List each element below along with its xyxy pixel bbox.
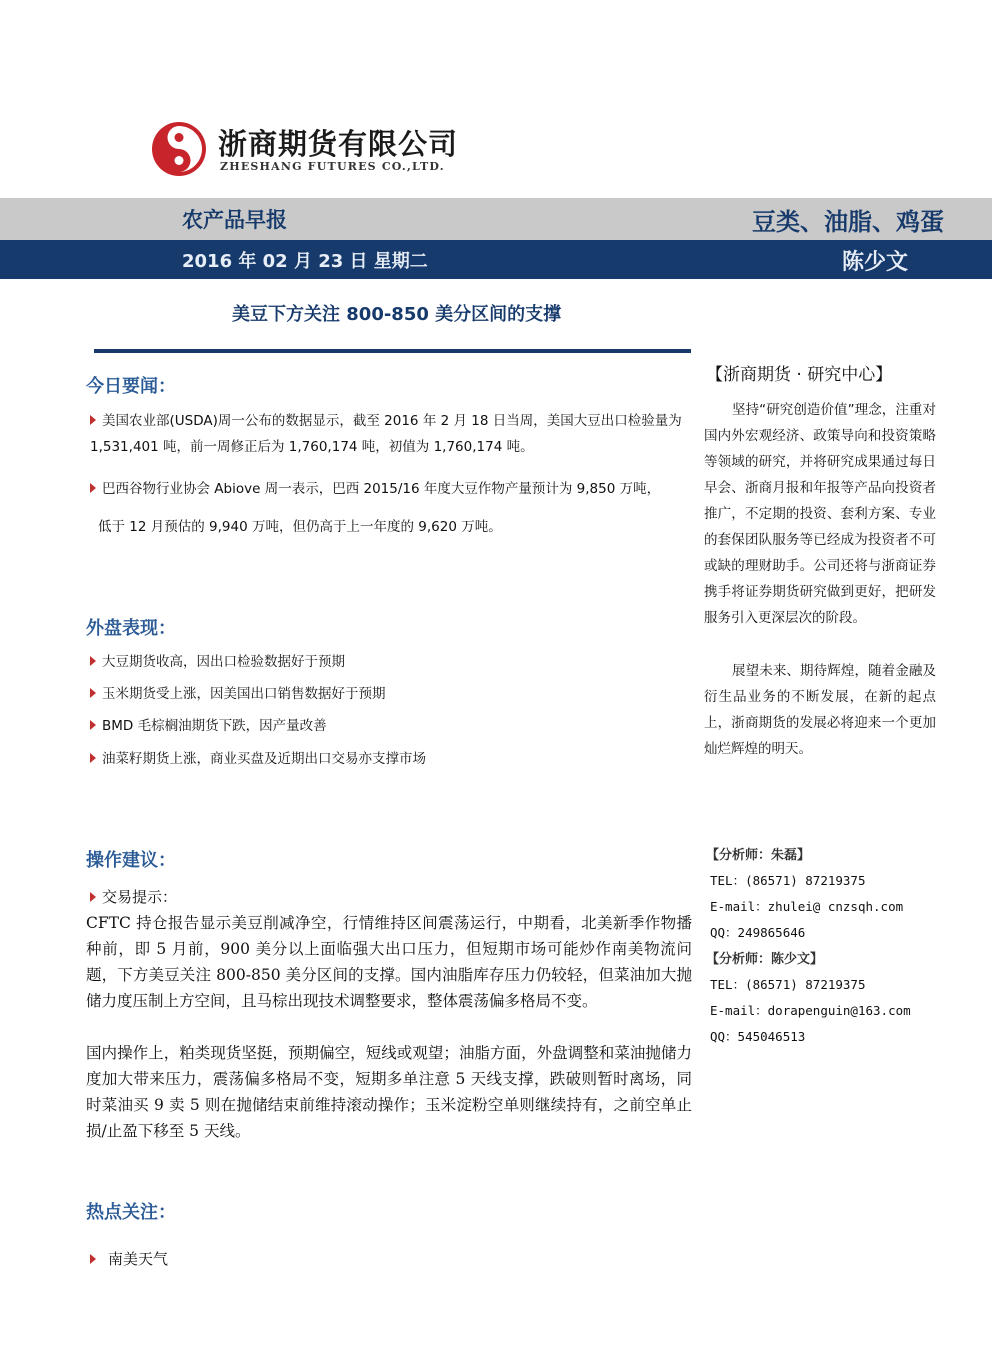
title-divider (94, 349, 691, 353)
overseas-item-4-text: 油菜籽期货上涨，商业买盘及近期出口交易亦支撑市场 (102, 751, 426, 767)
bullet-arrow-icon (90, 483, 96, 493)
overseas-item-2-text: 玉米期货受上涨，因美国出口销售数据好于预期 (102, 686, 386, 702)
bullet-arrow-icon (90, 415, 96, 425)
hotspot-heading: 热点关注： (86, 1202, 176, 1223)
advice-paragraph-1: CFTC 持仓报告显示美豆削减净空，行情维持区间震荡运行，中期看，北美新季作物播种前，即 5 月前，900 美分以上面临强大出口压力，但短期市场可能炒作南美物流问题，下方美豆关注 800-850 美分区间的支撑。国内油脂库存压力仍较轻，但菜油加大抛储力度压制上方空间，且马棕出现技术调整要求，整体震荡偏多格局不变。 (86, 914, 692, 1010)
overseas-item-3 (90, 713, 327, 739)
bullet-arrow-icon (90, 720, 96, 730)
news-item-1 (90, 408, 692, 460)
analyst-2-email[interactable]: E-mail：dorapenguin@163.com (710, 1003, 911, 1018)
overseas-item-1 (90, 649, 345, 675)
research-center-heading: 【浙商期货 · 研究中心】 (706, 365, 893, 385)
company-logo (150, 118, 459, 182)
company-logo-icon (150, 120, 208, 178)
report-categories: 豆类、油脂、鸡蛋 (752, 208, 944, 236)
analyst-1-email[interactable]: E-mail：zhulei@ cnzsqh.com (710, 899, 904, 914)
analyst-1-tel: TEL：(86571) 87219375 (710, 873, 866, 888)
report-author: 陈少文 (842, 250, 909, 275)
trade-tip-label: 交易提示： (102, 888, 178, 906)
company-name-cn: 浙商期货有限公司 (218, 127, 459, 161)
news-item-2 (90, 476, 660, 502)
research-center-paragraph-1: 坚持“研究创造价值”理念，注重对国内外宏观经济、政策导向和投资策略等领域的研究，并将研究成果通过每日早会、浙商月报和年报等产品向投资者推广，不定期的投资、套利方案、专业的套保团队服务等已经成为投资者不可或缺的理财助手。公司还将与浙商证券携手将证券期货研究做到更好，把研发服务引入更深层次的阶段。 (704, 402, 936, 626)
overseas-item-3-text: BMD 毛棕榈油期货下跌，因产量改善 (102, 718, 327, 734)
news-item-1-text: 美国农业部(USDA)周一公布的数据显示，截至 2016 年 2 月 18 日当周，美国大豆出口检验量为 1,531,401 吨，前一周修正后为 1,760,174 吨，初值为 1,760,174 吨。 (90, 413, 682, 455)
hotspot-item-1 (90, 1246, 168, 1272)
news-item-2-cont: 低于 12 月预估的 9,940 万吨，但仍高于上一年度的 9,620 万吨。 (98, 519, 502, 535)
news-heading: 今日要闻： (86, 376, 176, 397)
report-date: 2016 年 02 月 23 日 星期二 (182, 251, 428, 272)
overseas-item-2 (90, 681, 386, 707)
company-name-en: ZHESHANG FUTURES CO.,LTD. (220, 160, 445, 173)
analyst-1-qq: QQ：249865646 (710, 925, 806, 940)
analyst-1-label: 【分析师：朱磊】 (706, 848, 811, 863)
report-title: 美豆下方关注 800-850 美分区间的支撑 (232, 304, 562, 325)
trade-tip (90, 884, 177, 910)
overseas-item-4 (90, 746, 426, 772)
analyst-2-tel: TEL：(86571) 87219375 (710, 977, 866, 992)
research-center-paragraph-2: 展望未来、期待辉煌，随着金融及衍生品业务的不断发展，在新的起点上，浙商期货的发展必将迎来一个更加灿烂辉煌的明天。 (704, 663, 936, 757)
bullet-arrow-icon (90, 892, 96, 902)
report-type: 农产品早报 (182, 208, 287, 232)
bullet-arrow-icon (90, 656, 96, 666)
advice-heading: 操作建议： (86, 850, 176, 871)
news-item-2-text: 巴西谷物行业协会 Abiove 周一表示，巴西 2015/16 年度大豆作物产量预计为 9,850 万吨， (102, 481, 661, 497)
overseas-item-1-text: 大豆期货收高，因出口检验数据好于预期 (102, 654, 345, 670)
analyst-2-label: 【分析师：陈少文】 (706, 952, 824, 967)
bullet-arrow-icon (90, 1254, 96, 1264)
hotspot-item-1-text: 南美天气 (108, 1250, 169, 1268)
overseas-heading: 外盘表现： (86, 618, 176, 639)
bullet-arrow-icon (90, 688, 96, 698)
analyst-2-qq: QQ：545046513 (710, 1029, 806, 1044)
advice-paragraph-2: 国内操作上，粕类现货坚挺，预期偏空，短线或观望；油脂方面，外盘调整和菜油抛储力度加大带来压力，震荡偏多格局不变，短期多单注意 5 天线支撑，跌破则暂时离场，同时菜油买 9 卖 5 则在抛储结束前维持滚动操作；玉米淀粉空单则继续持有，之前空单止损/止盈下移至 5 天线。 (86, 1044, 692, 1140)
bullet-arrow-icon (90, 753, 96, 763)
